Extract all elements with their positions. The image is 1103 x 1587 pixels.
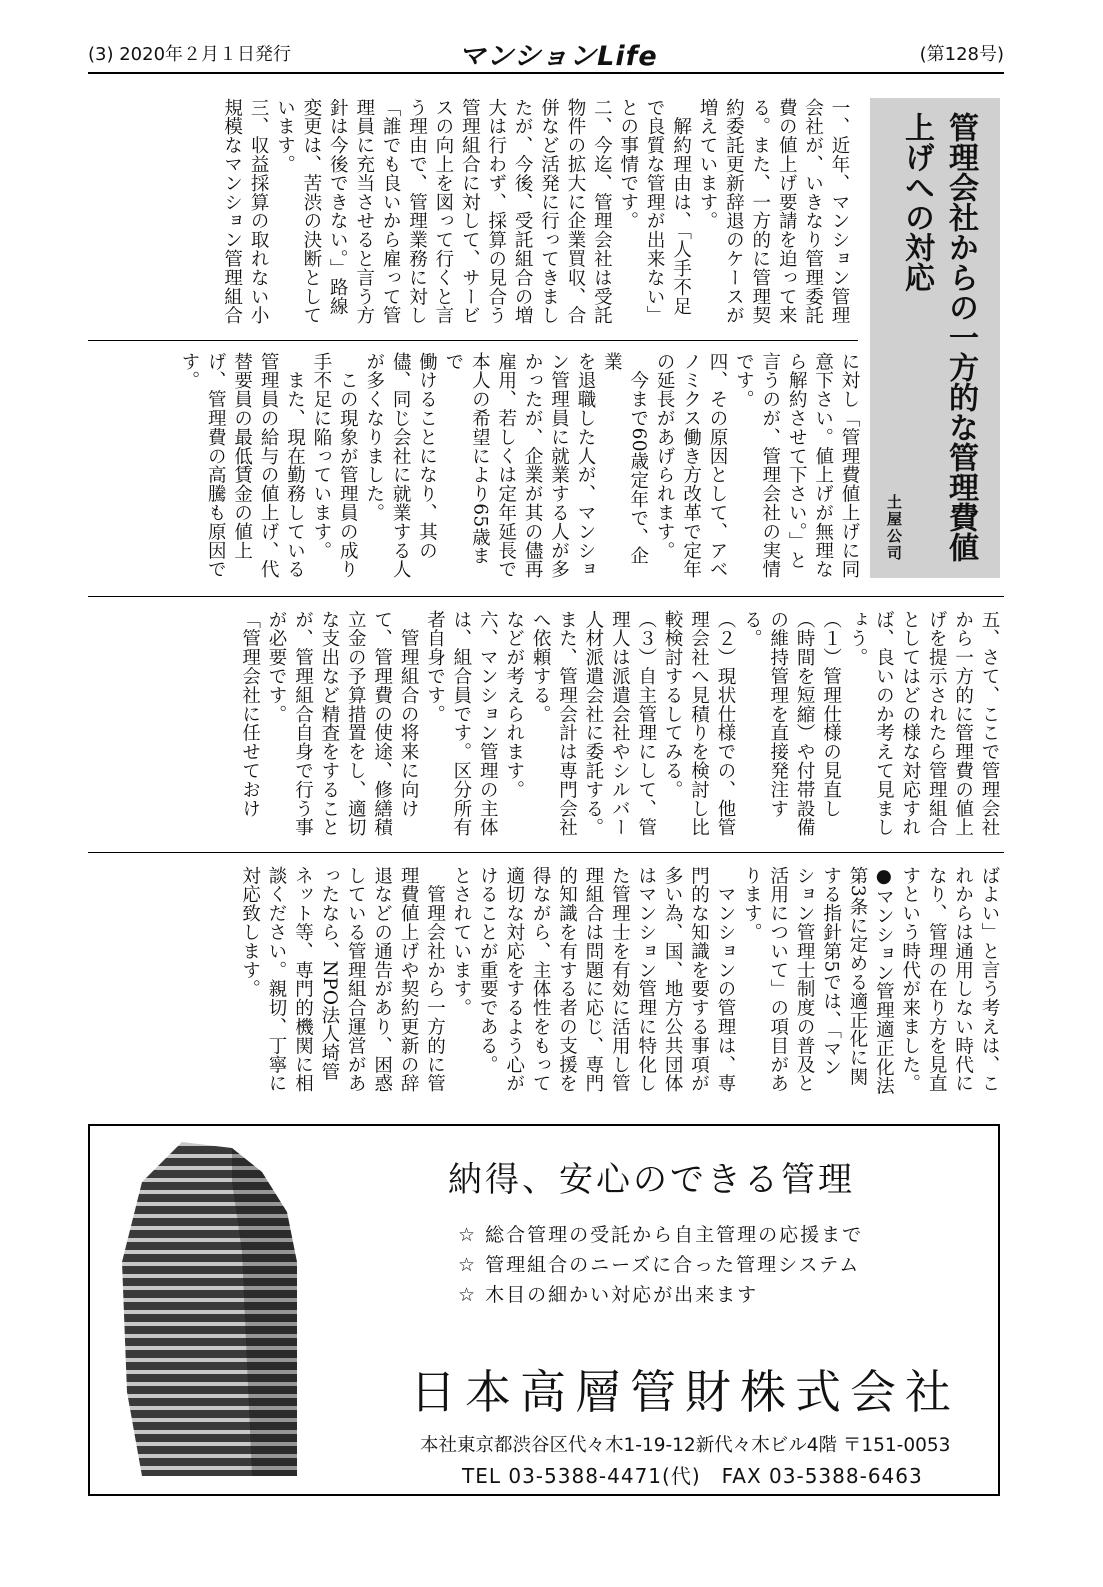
newspaper-logo: マンションLife xyxy=(458,41,658,72)
ad-headline: 納得、安心のできる管理 xyxy=(448,1160,855,1200)
page-header xyxy=(88,34,1004,72)
article-author: 土屋公司 xyxy=(885,494,903,562)
header-rule xyxy=(88,72,1004,74)
building-image xyxy=(122,1142,337,1476)
tier-divider xyxy=(88,596,1004,597)
issue-date: (3) 2020年２月１日発行 xyxy=(88,44,292,65)
ad-feature: ☆ 木目の細かい対応が出来ます xyxy=(458,1284,759,1306)
article-text-tier-2: に対し「管理費値上げに同 意下さい。値上げが無理な ら解約させて下さい。」と 言うのが、管理会社の実情 です。 四、その原因として、アベ ノミクス働き方改革で定年 の延長があげられます。 今まで60歳定年で、企業 を退職した人が、マンショ ン管理員に就業する人が多 かったが、企業が其の儘再 雇用、若しくは定年延長で 本人の希望により65歳まで 働けることになり、其の 儘、同じ会社に就業する人 が多くなりました。 この現象が管理員の成り 手不足に陥っています。 また、現在勤務している 管理員の給与の値上げ、代 替要員の最低賃金の値上 げ、管理費の高騰も原因で す。 xyxy=(178,352,860,579)
tier-divider xyxy=(88,340,858,341)
ad-address: 本社東京都渋谷区代々木1-19-12新代々木ビル4階 〒151-0053 xyxy=(420,1435,951,1456)
article-text-tier-3: 五、さて、ここで管理会社 から一方的に管理費の値上 げを提示されたら管理組合 としてはどの様な対応すれ ば、良いのか考えて見まし ょう。 （１）管理仕様の見直し （時間を短縮）や付帯設備 の維持管理を直接発注す る。 （２）現状仕様での、他管 理会社へ見積りを検討し比 較検討するしてみる。 （３）自主管理にして、管 理人は派遣会社やシルバー 人材派遣会社に委託する。 また、管理会計は専門会社 へ依頼する。 などが考えられます。 六、マンション管理の主体 は、組合員です。区分所有 者自身です。 管理組合の将来に向け て、管理費の使途、修繕積 立金の予算措置をし、適切 な支出など精査をすること が、管理組合自身で行う事 が必要です。 「管理会社に任せておけ xyxy=(239,610,1000,837)
advertisement xyxy=(88,1124,1000,1496)
article-title-box xyxy=(870,98,1000,578)
ad-phone-fax: TEL 03-5388-4471(代) FAX 03-5388-6463 xyxy=(462,1464,923,1488)
article-text-tier-4: ばよい」と言う考えは、こ れからは通用しない時代に なり、管理の在り方を見直 すという時代が来ました。 ●マンション管理適正化法 第3条に定める適正化に関 する指針第5では、「マン ション管理士制度の普及と 活用について」の項目があ ります。 マンションの管理は、専 門的な知識を要する事項が 多い為、国、地方公共団体 はマンション管理に特化し た管理士を有効に活用し管 理組合は問題に応じ、専門 的知識を有する者の支援を 得ながら、主体性をもって 適切な対応をするよう心が けることが重要である。 とされています。 管理会社から一方的に管 理費値上げや契約更新の辞 退などの通告があり、困惑 している管理組合運営があ ったなら、NPO法人埼管 ネット等、専門的機関に相 談ください。親切、丁寧に 対応致します。 xyxy=(239,866,1000,1096)
issue-number: (第128号) xyxy=(919,44,1004,65)
article-title: 管理会社からの一方的な管理費値 上げへの対応 xyxy=(899,112,978,562)
tier-divider xyxy=(88,852,1004,853)
ad-feature: ☆ 総合管理の受託から自主管理の応援まで xyxy=(458,1224,864,1246)
article-text-tier-1: 一、近年、マンション管理 会社が、いきなり管理委託 費の値上げ要請を迫って来 る。また、一方的に管理契 約委託更新辞退のケースが 増えています。 解約理由は、「人手不足 で良質な管理が出来ない」 との事情です。 二、今迄、管理会社は受託 物件の拡大に企業買収、合 併など活発に行ってきまし たが、今後、受託組合の増 大は行わず、採算の見合う 管理組合に対して、サービ スの向上を図って行くと言 う理由で、管理業務に対し 「誰でも良いから雇って管 理員に充当させると言う方 針は今後できない。」路線 変更は、苦渋の決断として います。 三、収益採算の取れない小 規模なマンション管理組合 xyxy=(221,98,850,325)
ad-company-name: 日本高層管財株式会社 xyxy=(410,1365,960,1419)
ad-feature: ☆ 管理組合のニーズに合った管理システム xyxy=(458,1254,861,1276)
